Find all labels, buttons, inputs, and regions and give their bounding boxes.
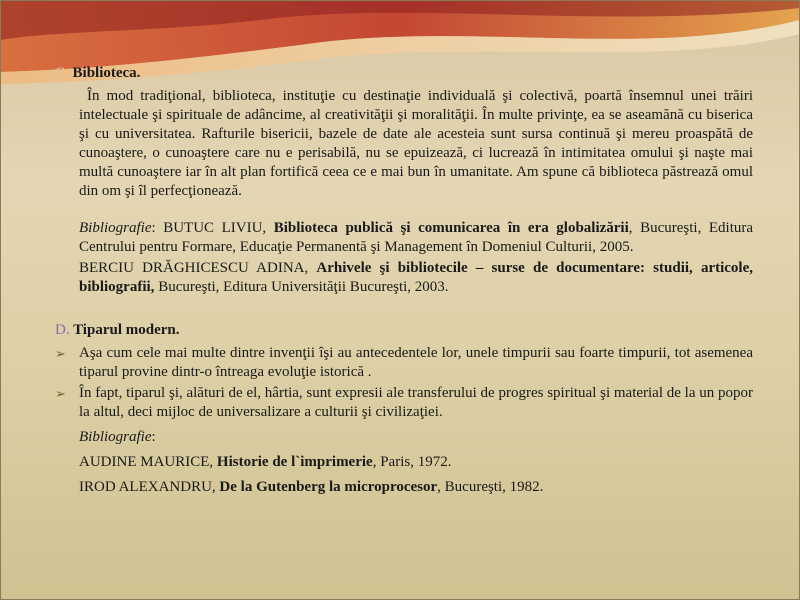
ref1-author: BUTUC LIVIU, <box>163 220 267 236</box>
ref2-details: Bucureşti, Editura Universităţii Bucureşti, 2003. <box>154 279 449 295</box>
list-item <box>55 384 753 422</box>
list-item <box>55 344 753 382</box>
bullet-text: Aşa cum cele mai multe dintre invenţii îşi au antecedentele lor, unele timpurii sau foarte timpurii, tot asemenea tiparul provine dintr-o întreaga evoluţie istorică . <box>79 345 753 380</box>
ref1-title: Biblioteca publică şi comunicarea în era globalizării <box>273 220 629 236</box>
slide-content <box>55 64 753 497</box>
section-d-marker: D. <box>55 322 70 338</box>
section-c-bibliography-ref1: Bibliografie: BUTUC LIVIU, Biblioteca publică şi comunicarea în era globalizării, Bucureşti, Editura Centrului pentru Formare, Educaţie Permanentă şi Management în Domeniul Culturii, 2005. <box>79 220 754 255</box>
section-c-heading <box>55 64 753 83</box>
ref1-title: Historie de l`imprimerie <box>216 454 373 470</box>
ref2-author: IROD ALEXANDRU, <box>79 479 216 495</box>
bullet-text: În fapt, tiparul şi, alături de el, hârtia, sunt expresii ale transferului de progres spiritual şi material de la un popor la altul, deci mijloc de universalizare a culturii şi civilizaţiei. <box>79 385 753 420</box>
arrow-bullet-icon: ➢ <box>55 346 66 361</box>
ref1-author: AUDINE MAURICE, <box>79 454 214 470</box>
ref2-details: , Bucureşti, 1982. <box>437 479 544 495</box>
section-d-title: Tiparul modern. <box>73 322 180 338</box>
ref1-details: , Paris, 1972. <box>372 454 452 470</box>
section-d-bibliography-label: Bibliografie: <box>79 429 156 445</box>
section-d-bibliography-ref1 <box>55 453 753 472</box>
section-c-title: Biblioteca. <box>72 65 141 81</box>
section-c-bibliography-ref2 <box>55 259 753 297</box>
section-c-marker: C. <box>55 65 69 81</box>
bibliography-label: Bibliografie <box>79 220 152 236</box>
ref2-title: Arhivele şi bibliotecile – surse de documentare: studii, articole, bibliografii, <box>79 260 753 295</box>
ref1-details: , Bucureşti, Editura Centrului pentru Formare, Educaţie Permanentă şi Management în Domeniul Culturii, 2005. <box>79 220 754 255</box>
section-d-bibliography-ref2 <box>55 478 753 497</box>
arrow-bullet-icon: ➢ <box>55 386 66 401</box>
section-c-paragraph: În mod tradiţional, biblioteca, instituţie cu destinaţie individuală şi colectivă, poartă însemnul unei trăiri intelectuale şi spirituale de adâncime, al creativităţii şi moralităţii. În multe privinţe, ea se aseamănă cu biserica şi cu universitatea. Rafturile bisericii, bazele de date ale acesteia sunt sursa continuă şi mereu proaspătă de cunoaştere, o cunoaştere care nu e perisabilă, nu se epuizează, ci lucrează în intimitatea omului şi naşte mai multă cunoaştere iar în alt plan fortifică ceea ce e mai bun în umanitate. Am spune că biblioteca păstrează omul din om şi îl perfecţionează. <box>79 88 753 199</box>
ref2-author: BERCIU DRĂGHICESCU ADINA, <box>79 260 309 276</box>
section-d-heading <box>55 321 753 340</box>
ref2-title: De la Gutenberg la microprocesor <box>219 479 438 495</box>
